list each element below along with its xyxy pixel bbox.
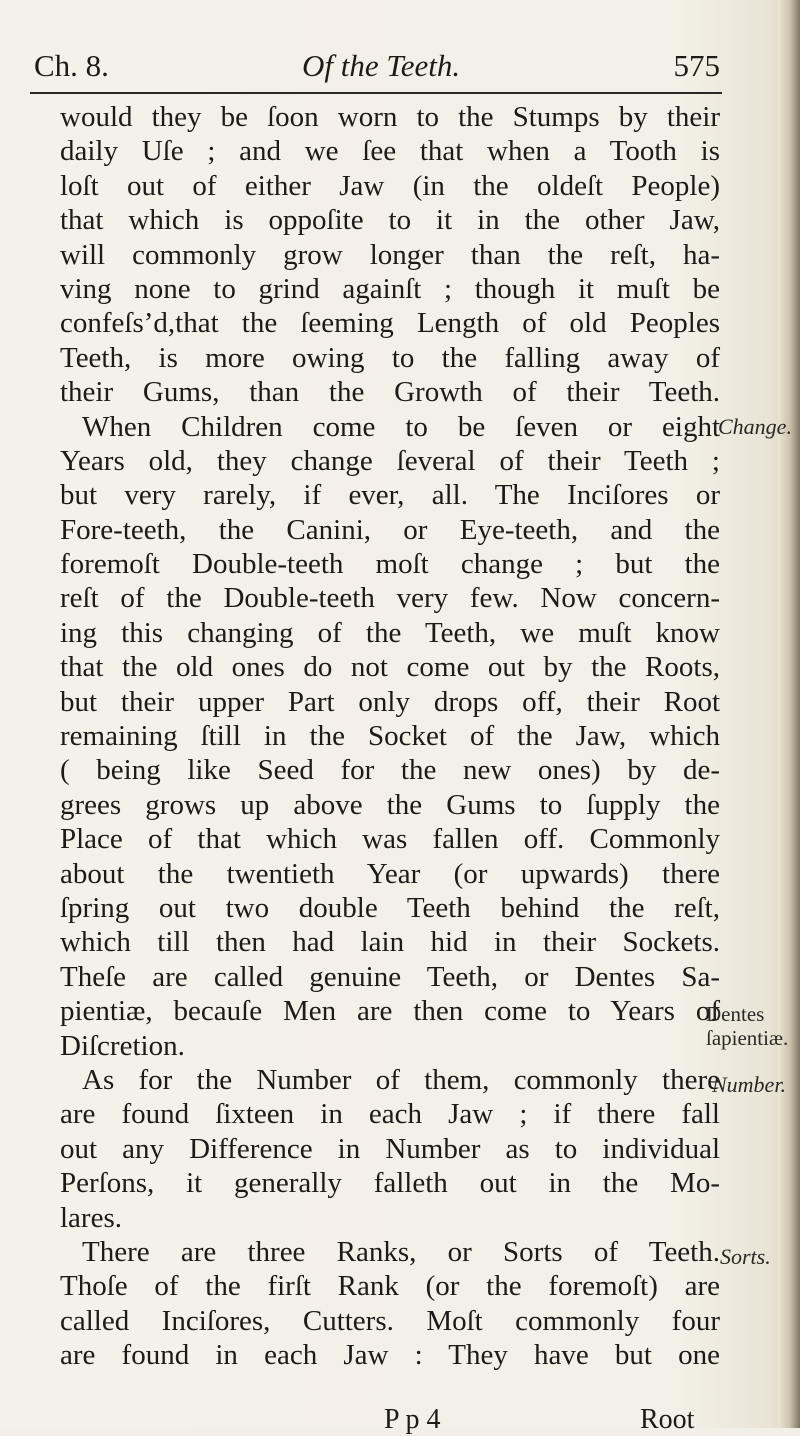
text-line: Perſons, it generally falleth out in the Mo- — [60, 1167, 720, 1200]
text-line: are found in each Jaw : They have but one — [60, 1339, 720, 1372]
text-line: Fore-teeth, the Canini, or Eye-teeth, and the — [60, 513, 720, 546]
text-line: Place of that which was fallen off. Commonly — [60, 823, 720, 856]
text-line: ( being like Seed for the new ones) by de- — [60, 754, 720, 787]
margin-note-dentes: Dentes — [706, 1002, 765, 1026]
running-title: Of the Teeth. — [302, 48, 461, 83]
margin-note-change: Change. — [718, 414, 792, 439]
running-header — [30, 44, 720, 94]
margin-note-number: Number. — [712, 1072, 786, 1097]
text-line: As for the Number of them, commonly there — [82, 1063, 720, 1096]
text-line: lares. — [60, 1201, 122, 1234]
signature-mark: P p 4 — [384, 1404, 441, 1435]
text-line: Years old, they change ſeveral of their Teeth ; — [60, 444, 720, 477]
catchword: Root — [640, 1404, 695, 1435]
text-line: foremoſt Double-teeth moſt change ; but the — [60, 548, 720, 581]
body-text — [60, 100, 720, 1372]
text-line: Diſcretion. — [60, 1029, 185, 1062]
text-line: their Gums, than the Growth of their Teeth. — [60, 376, 720, 409]
text-line: that which is oppoſite to it in the other Jaw, — [60, 204, 720, 237]
text-line: but very rarely, if ever, all. The Inciſores or — [60, 479, 720, 512]
text-line: confeſs’d,that the ſeeming Length of old Peoples — [60, 307, 720, 340]
text-line: out any Difference in Number as to individual — [60, 1132, 720, 1165]
text-line: would they be ſoon worn to the Stumps by their — [60, 101, 720, 133]
text-line: will commonly grow longer than the reſt, ha- — [60, 238, 720, 271]
text-line: loſt out of either Jaw (in the oldeſt People) — [60, 169, 720, 202]
text-line: pientiæ, becauſe Men are then come to Years of — [60, 995, 720, 1028]
text-line: ving none to grind againſt ; though it muſt be — [60, 272, 720, 305]
page-edge-shadow — [778, 0, 800, 1428]
text-line: Theſe are called genuine Teeth, or Dentes Sa- — [60, 960, 720, 993]
text-line: ing this changing of the Teeth, we muſt know — [60, 616, 720, 649]
text-line: remaining ſtill in the Socket of the Jaw, which — [60, 720, 720, 753]
text-line: ſpring out two double Teeth behind the reſt, — [60, 891, 720, 924]
margin-note-sapientiae: ſapientiæ. — [706, 1026, 789, 1050]
text-line: When Children come to be ſeven or eight — [82, 410, 720, 443]
page-number: 575 — [673, 48, 720, 83]
text-line: but their upper Part only drops off, their Root — [60, 685, 720, 718]
text-line: reſt of the Double-teeth very few. Now concern- — [60, 582, 720, 615]
text-line: called Inciſores, Cutters. Moſt commonly four — [60, 1304, 720, 1337]
header-rule — [30, 92, 722, 94]
chapter-label: Ch. 8. — [34, 48, 109, 83]
text-line: which till then had lain hid in their Sockets. — [60, 926, 720, 959]
text-line: Teeth, is more owing to the falling away of — [60, 341, 720, 374]
text-line: that the old ones do not come out by the Roots, — [60, 651, 720, 684]
text-line: daily Uſe ; and we ſee that when a Tooth is — [60, 135, 720, 168]
text-line: grees grows up above the Gums to ſupply the — [60, 788, 720, 821]
text-line: Thoſe of the firſt Rank (or the foremoſt) are — [60, 1270, 720, 1303]
text-line: There are three Ranks, or Sorts of Teeth. — [82, 1235, 720, 1268]
text-line: about the twentieth Year (or upwards) there — [60, 857, 720, 890]
text-line: are found ſixteen in each Jaw ; if there fall — [60, 1098, 720, 1131]
margin-note-sorts: Sorts. — [720, 1244, 771, 1269]
